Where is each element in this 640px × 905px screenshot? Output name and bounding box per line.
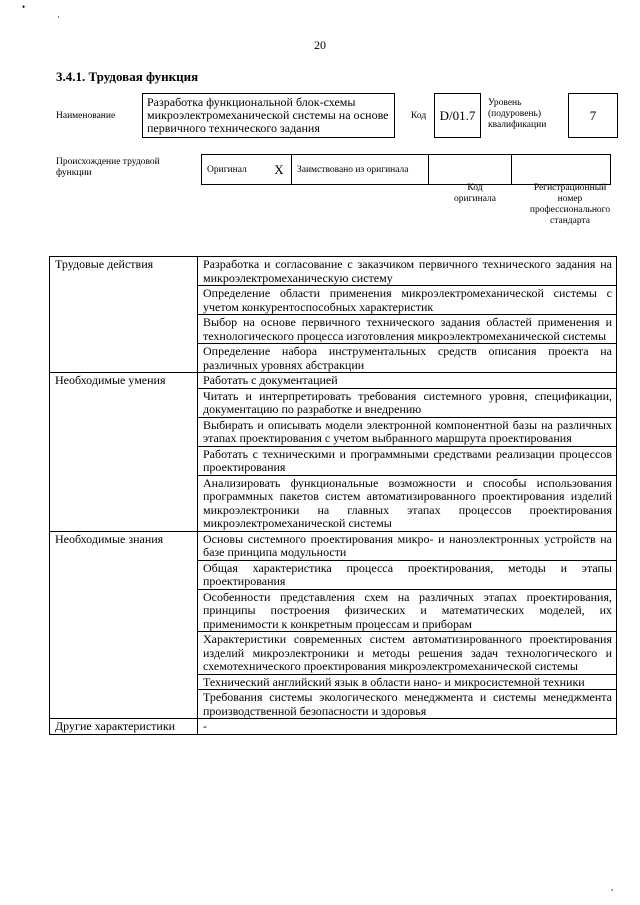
level-label: [488, 98, 546, 131]
origin-original: Оригинал: [202, 155, 268, 185]
origin-borrowed: Заимствовано из оригинала: [292, 155, 429, 185]
skills-title: Необходимые умения: [50, 373, 198, 532]
table-row: [50, 719, 617, 735]
origin-code-caption: [440, 183, 510, 205]
actions-title: Трудовые действия: [50, 257, 198, 373]
table-row: [50, 373, 617, 389]
table-row: [50, 257, 617, 286]
function-name: Разработка функциональной блок-схемы микроэлектромеханической системы на основе первичного технического задания: [147, 95, 389, 135]
level-value: 7: [589, 107, 597, 123]
level-box: [568, 93, 618, 138]
origin-table: [201, 154, 611, 185]
table-row: [50, 531, 617, 560]
origin-mark: X: [267, 155, 292, 185]
origin-label: Происхождение трудовой функции: [56, 157, 160, 178]
skill-item: Анализировать функциональные возможности и способы использования программных пакетов систем автоматизированного проектирования изделий микроэлектроники на главных этапах процессов проектирования микроэлектромеханической системы: [198, 475, 617, 531]
skill-item: Работать с документацией: [198, 373, 617, 389]
caption-line: номер: [557, 194, 583, 204]
skill-item: Читать и интерпретировать требования системного уровня, спецификации, документацию по разработке и внедрению: [198, 388, 617, 417]
knowledge-item: Общая характеристика процесса проектирования, методы и этапы проектирования: [198, 560, 617, 589]
name-label: Наименование: [56, 111, 116, 121]
knowledge-item: Технический английский язык в области нано- и микросистемной техники: [198, 674, 617, 690]
action-item: Определение набора инструментальных средств описания проекта на различных уровнях абстракции: [198, 344, 617, 373]
caption-line: оригинала: [454, 194, 496, 204]
scan-mark: ,: [611, 882, 614, 892]
other-title: Другие характеристики: [50, 719, 198, 735]
caption-line: Регистрационный: [533, 183, 607, 193]
function-details-table: [49, 256, 617, 735]
code-label: Код: [411, 111, 427, 121]
skill-item: Выбирать и описывать модели электронной компонентной базы на различных этапах проектирования с учетом выбранного маршрута проектирования: [198, 417, 617, 446]
knowledge-item: Основы системного проектирования микро- и наноэлектронных устройств на базе принципа модульности: [198, 531, 617, 560]
section-title: 3.4.1. Трудовая функция: [56, 69, 199, 84]
code-box: [434, 93, 481, 138]
action-item: Определение области применения микроэлектромеханической системы с учетом конкурентоспособных характеристик: [198, 286, 617, 315]
function-name-box: [142, 93, 395, 138]
knowledge-item: Характеристики современных систем автоматизированного проектирования изделий микроэлектроники и методы решения задач технологического и схемотехнического проектирования микроэлектромеханической системы: [198, 632, 617, 675]
scan-mark: ·: [57, 12, 60, 22]
level-label-line: квалификации: [488, 120, 547, 130]
knowledge-title: Необходимые знания: [50, 531, 198, 719]
level-label-line: Уровень: [488, 98, 522, 108]
caption-line: профессионального: [529, 205, 611, 215]
action-item: Разработка и согласование с заказчиком первичного технического задания на микроэлектромеханическую систему: [198, 257, 617, 286]
caption-line: стандарта: [550, 216, 590, 226]
origin-reg-cell: [512, 155, 611, 185]
page-number: 20: [314, 38, 326, 52]
code-value: D/01.7: [439, 107, 476, 123]
level-label-line: (подуровень): [488, 109, 542, 119]
other-value: -: [198, 719, 617, 735]
scan-mark: •: [22, 2, 26, 12]
knowledge-item: Требования системы экологического менеджмента и системы менеджмента производственной безопасности и здоровья: [198, 690, 617, 719]
origin-reg-caption: [520, 183, 620, 227]
caption-line: Код: [467, 183, 483, 193]
origin-code-cell: [429, 155, 512, 185]
knowledge-item: Особенности представления схем на различных этапах проектирования, принципы построения физических и математических моделей, их применимости к конкретным процессам и приборам: [198, 589, 617, 632]
action-item: Выбор на основе первичного технического задания областей применения и технологического процесса изготовления микроэлектромеханической системы: [198, 315, 617, 344]
skill-item: Работать с техническими и программными средствами реализации процессов проектирования: [198, 446, 617, 475]
